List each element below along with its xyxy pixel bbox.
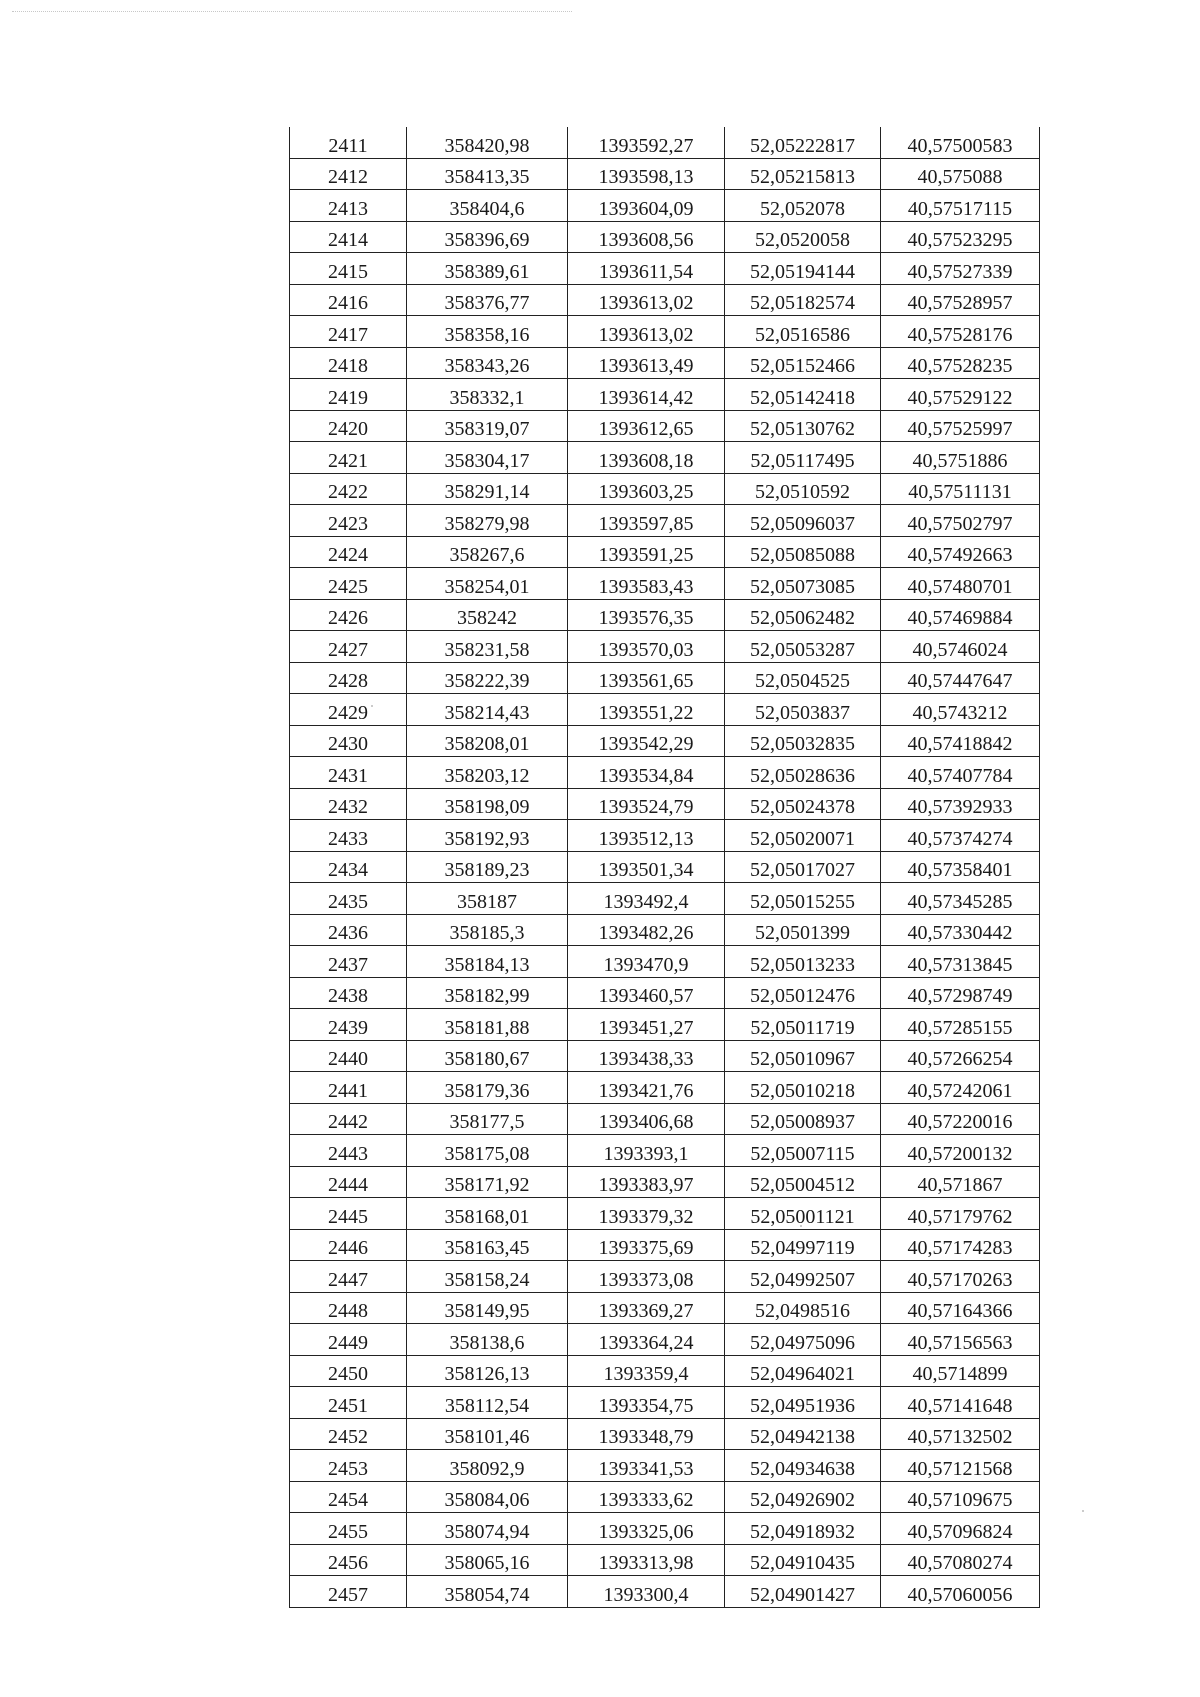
table-row [290,253,1040,285]
point-number-cell: 2450 [290,1355,407,1387]
table-row [290,1292,1040,1324]
table-row [290,694,1040,726]
table-row [290,1355,1040,1387]
longitude-cell: 40,57132502 [881,1418,1040,1450]
point-number-cell: 2427 [290,631,407,663]
x-coordinate-cell: 358208,01 [407,725,568,757]
longitude-cell: 40,57527339 [881,253,1040,285]
x-coordinate-cell: 358242 [407,599,568,631]
point-number-cell: 2447 [290,1261,407,1293]
y-coordinate-cell: 1393534,84 [568,757,725,789]
point-number-cell: 2444 [290,1166,407,1198]
point-number-cell: 2431 [290,757,407,789]
x-coordinate-cell: 358192,93 [407,820,568,852]
point-number-cell: 2438 [290,977,407,1009]
latitude-cell: 52,04918932 [725,1513,881,1545]
table-row [290,347,1040,379]
x-coordinate-cell: 358065,16 [407,1544,568,1576]
point-number-cell: 2432 [290,788,407,820]
latitude-cell: 52,05010967 [725,1040,881,1072]
point-number-cell: 2429 [290,694,407,726]
latitude-cell: 52,05004512 [725,1166,881,1198]
x-coordinate-cell: 358291,14 [407,473,568,505]
x-coordinate-cell: 358254,01 [407,568,568,600]
longitude-cell: 40,57525997 [881,410,1040,442]
point-number-cell: 2457 [290,1576,407,1608]
table-row [290,1261,1040,1293]
point-number-cell: 2411 [290,127,407,158]
latitude-cell: 52,05010218 [725,1072,881,1104]
x-coordinate-cell: 358182,99 [407,977,568,1009]
longitude-cell: 40,57528176 [881,316,1040,348]
y-coordinate-cell: 1393482,26 [568,914,725,946]
point-number-cell: 2426 [290,599,407,631]
table-row [290,1072,1040,1104]
y-coordinate-cell: 1393608,56 [568,221,725,253]
latitude-cell: 52,05028636 [725,757,881,789]
point-number-cell: 2423 [290,505,407,537]
y-coordinate-cell: 1393591,25 [568,536,725,568]
y-coordinate-cell: 1393492,4 [568,883,725,915]
latitude-cell: 52,04934638 [725,1450,881,1482]
point-number-cell: 2417 [290,316,407,348]
point-number-cell: 2439 [290,1009,407,1041]
table-row [290,379,1040,411]
latitude-cell: 52,05062482 [725,599,881,631]
x-coordinate-cell: 358149,95 [407,1292,568,1324]
table-row [290,599,1040,631]
point-number-cell: 2424 [290,536,407,568]
x-coordinate-cell: 358222,39 [407,662,568,694]
y-coordinate-cell: 1393542,29 [568,725,725,757]
y-coordinate-cell: 1393614,42 [568,379,725,411]
point-number-cell: 2415 [290,253,407,285]
table-row [290,190,1040,222]
longitude-cell: 40,57528957 [881,284,1040,316]
y-coordinate-cell: 1393570,03 [568,631,725,663]
longitude-cell: 40,57220016 [881,1103,1040,1135]
longitude-cell: 40,57469884 [881,599,1040,631]
y-coordinate-cell: 1393438,33 [568,1040,725,1072]
latitude-cell: 52,04926902 [725,1481,881,1513]
y-coordinate-cell: 1393613,02 [568,316,725,348]
latitude-cell: 52,05117495 [725,442,881,474]
point-number-cell: 2430 [290,725,407,757]
table-row [290,1166,1040,1198]
longitude-cell: 40,57502797 [881,505,1040,537]
point-number-cell: 2441 [290,1072,407,1104]
latitude-cell: 52,05182574 [725,284,881,316]
longitude-cell: 40,57418842 [881,725,1040,757]
table-row [290,1481,1040,1513]
longitude-cell: 40,57313845 [881,946,1040,978]
latitude-cell: 52,0503837 [725,694,881,726]
y-coordinate-cell: 1393354,75 [568,1387,725,1419]
longitude-cell: 40,5714899 [881,1355,1040,1387]
longitude-cell: 40,57358401 [881,851,1040,883]
longitude-cell: 40,57285155 [881,1009,1040,1041]
longitude-cell: 40,57392933 [881,788,1040,820]
latitude-cell: 52,05194144 [725,253,881,285]
latitude-cell: 52,0520058 [725,221,881,253]
table-row [290,788,1040,820]
y-coordinate-cell: 1393598,13 [568,158,725,190]
table-row [290,1576,1040,1608]
y-coordinate-cell: 1393379,32 [568,1198,725,1230]
latitude-cell: 52,05008937 [725,1103,881,1135]
x-coordinate-cell: 358084,06 [407,1481,568,1513]
longitude-cell: 40,57480701 [881,568,1040,600]
table-row [290,1418,1040,1450]
latitude-cell: 52,05012476 [725,977,881,1009]
latitude-cell: 52,05013233 [725,946,881,978]
y-coordinate-cell: 1393613,02 [568,284,725,316]
table-row [290,1450,1040,1482]
x-coordinate-cell: 358420,98 [407,127,568,158]
x-coordinate-cell: 358404,6 [407,190,568,222]
x-coordinate-cell: 358180,67 [407,1040,568,1072]
y-coordinate-cell: 1393604,09 [568,190,725,222]
table-row [290,1229,1040,1261]
coordinates-table-body [290,127,1040,1607]
point-number-cell: 2445 [290,1198,407,1230]
latitude-cell: 52,04910435 [725,1544,881,1576]
table-row [290,505,1040,537]
longitude-cell: 40,57096824 [881,1513,1040,1545]
point-number-cell: 2443 [290,1135,407,1167]
x-coordinate-cell: 358184,13 [407,946,568,978]
point-number-cell: 2456 [290,1544,407,1576]
table-row [290,631,1040,663]
point-number-cell: 2416 [290,284,407,316]
longitude-cell: 40,57374274 [881,820,1040,852]
longitude-cell: 40,5751886 [881,442,1040,474]
latitude-cell: 52,05015255 [725,883,881,915]
point-number-cell: 2420 [290,410,407,442]
longitude-cell: 40,57060056 [881,1576,1040,1608]
latitude-cell: 52,04951936 [725,1387,881,1419]
x-coordinate-cell: 358343,26 [407,347,568,379]
point-number-cell: 2434 [290,851,407,883]
table-row [290,536,1040,568]
longitude-cell: 40,57200132 [881,1135,1040,1167]
y-coordinate-cell: 1393597,85 [568,505,725,537]
latitude-cell: 52,0510592 [725,473,881,505]
longitude-cell: 40,57528235 [881,347,1040,379]
point-number-cell: 2418 [290,347,407,379]
table-row [290,946,1040,978]
x-coordinate-cell: 358304,17 [407,442,568,474]
longitude-cell: 40,57298749 [881,977,1040,1009]
x-coordinate-cell: 358267,6 [407,536,568,568]
longitude-cell: 40,57109675 [881,1481,1040,1513]
point-number-cell: 2425 [290,568,407,600]
x-coordinate-cell: 358189,23 [407,851,568,883]
longitude-cell: 40,57242061 [881,1072,1040,1104]
latitude-cell: 52,05007115 [725,1135,881,1167]
y-coordinate-cell: 1393583,43 [568,568,725,600]
latitude-cell: 52,05053287 [725,631,881,663]
point-number-cell: 2440 [290,1040,407,1072]
longitude-cell: 40,57511131 [881,473,1040,505]
y-coordinate-cell: 1393348,79 [568,1418,725,1450]
table-row [290,725,1040,757]
x-coordinate-cell: 358175,08 [407,1135,568,1167]
y-coordinate-cell: 1393373,08 [568,1261,725,1293]
y-coordinate-cell: 1393470,9 [568,946,725,978]
y-coordinate-cell: 1393608,18 [568,442,725,474]
x-coordinate-cell: 358179,36 [407,1072,568,1104]
y-coordinate-cell: 1393383,97 [568,1166,725,1198]
latitude-cell: 52,04975096 [725,1324,881,1356]
point-number-cell: 2451 [290,1387,407,1419]
latitude-cell: 52,05215813 [725,158,881,190]
scan-artifact-line [12,11,572,12]
longitude-cell: 40,57492663 [881,536,1040,568]
point-number-cell: 2437 [290,946,407,978]
latitude-cell: 52,05073085 [725,568,881,600]
y-coordinate-cell: 1393364,24 [568,1324,725,1356]
table-row [290,158,1040,190]
coordinates-table [289,127,1040,1608]
table-row [290,568,1040,600]
y-coordinate-cell: 1393375,69 [568,1229,725,1261]
longitude-cell: 40,57447647 [881,662,1040,694]
latitude-cell: 52,05085088 [725,536,881,568]
longitude-cell: 40,57174283 [881,1229,1040,1261]
point-number-cell: 2454 [290,1481,407,1513]
y-coordinate-cell: 1393325,06 [568,1513,725,1545]
latitude-cell: 52,04942138 [725,1418,881,1450]
y-coordinate-cell: 1393501,34 [568,851,725,883]
latitude-cell: 52,05130762 [725,410,881,442]
table-row [290,1103,1040,1135]
y-coordinate-cell: 1393551,22 [568,694,725,726]
point-number-cell: 2453 [290,1450,407,1482]
y-coordinate-cell: 1393592,27 [568,127,725,158]
longitude-cell: 40,57330442 [881,914,1040,946]
longitude-cell: 40,57170263 [881,1261,1040,1293]
longitude-cell: 40,57179762 [881,1198,1040,1230]
x-coordinate-cell: 358389,61 [407,253,568,285]
x-coordinate-cell: 358126,13 [407,1355,568,1387]
x-coordinate-cell: 358332,1 [407,379,568,411]
point-number-cell: 2436 [290,914,407,946]
point-number-cell: 2449 [290,1324,407,1356]
latitude-cell: 52,0501399 [725,914,881,946]
x-coordinate-cell: 358231,58 [407,631,568,663]
table-row [290,316,1040,348]
point-number-cell: 2419 [290,379,407,411]
x-coordinate-cell: 358185,3 [407,914,568,946]
latitude-cell: 52,0498516 [725,1292,881,1324]
latitude-cell: 52,05011719 [725,1009,881,1041]
x-coordinate-cell: 358074,94 [407,1513,568,1545]
table-row [290,284,1040,316]
latitude-cell: 52,05020071 [725,820,881,852]
point-number-cell: 2452 [290,1418,407,1450]
table-row [290,1198,1040,1230]
point-number-cell: 2413 [290,190,407,222]
table-row [290,410,1040,442]
longitude-cell: 40,57141648 [881,1387,1040,1419]
x-coordinate-cell: 358203,12 [407,757,568,789]
y-coordinate-cell: 1393611,54 [568,253,725,285]
longitude-cell: 40,5746024 [881,631,1040,663]
longitude-cell: 40,57266254 [881,1040,1040,1072]
y-coordinate-cell: 1393313,98 [568,1544,725,1576]
x-coordinate-cell: 358198,09 [407,788,568,820]
table-row [290,1544,1040,1576]
point-number-cell: 2448 [290,1292,407,1324]
table-row [290,1324,1040,1356]
x-coordinate-cell: 358376,77 [407,284,568,316]
y-coordinate-cell: 1393612,65 [568,410,725,442]
latitude-cell: 52,04997119 [725,1229,881,1261]
x-coordinate-cell: 358168,01 [407,1198,568,1230]
table-row [290,1387,1040,1419]
latitude-cell: 52,04901427 [725,1576,881,1608]
latitude-cell: 52,0516586 [725,316,881,348]
latitude-cell: 52,0504525 [725,662,881,694]
table-row [290,757,1040,789]
x-coordinate-cell: 358396,69 [407,221,568,253]
table-row [290,1009,1040,1041]
table-row [290,914,1040,946]
y-coordinate-cell: 1393393,1 [568,1135,725,1167]
y-coordinate-cell: 1393603,25 [568,473,725,505]
table-row [290,127,1040,158]
x-coordinate-cell: 358319,07 [407,410,568,442]
y-coordinate-cell: 1393406,68 [568,1103,725,1135]
x-coordinate-cell: 358358,16 [407,316,568,348]
point-number-cell: 2428 [290,662,407,694]
point-number-cell: 2435 [290,883,407,915]
latitude-cell: 52,05152466 [725,347,881,379]
table-row [290,977,1040,1009]
scan-speck [1082,1510,1084,1512]
longitude-cell: 40,57523295 [881,221,1040,253]
latitude-cell: 52,05222817 [725,127,881,158]
x-coordinate-cell: 358171,92 [407,1166,568,1198]
point-number-cell: 2446 [290,1229,407,1261]
latitude-cell: 52,04992507 [725,1261,881,1293]
x-coordinate-cell: 358181,88 [407,1009,568,1041]
y-coordinate-cell: 1393512,13 [568,820,725,852]
y-coordinate-cell: 1393460,57 [568,977,725,1009]
longitude-cell: 40,57500583 [881,127,1040,158]
x-coordinate-cell: 358101,46 [407,1418,568,1450]
y-coordinate-cell: 1393561,65 [568,662,725,694]
latitude-cell: 52,05017027 [725,851,881,883]
latitude-cell: 52,04964021 [725,1355,881,1387]
y-coordinate-cell: 1393369,27 [568,1292,725,1324]
point-number-cell: 2442 [290,1103,407,1135]
point-number-cell: 2421 [290,442,407,474]
y-coordinate-cell: 1393524,79 [568,788,725,820]
y-coordinate-cell: 1393576,35 [568,599,725,631]
longitude-cell: 40,571867 [881,1166,1040,1198]
y-coordinate-cell: 1393451,27 [568,1009,725,1041]
point-number-cell: 2414 [290,221,407,253]
longitude-cell: 40,57345285 [881,883,1040,915]
x-coordinate-cell: 358413,35 [407,158,568,190]
latitude-cell: 52,05096037 [725,505,881,537]
table-row [290,221,1040,253]
x-coordinate-cell: 358177,5 [407,1103,568,1135]
x-coordinate-cell: 358092,9 [407,1450,568,1482]
y-coordinate-cell: 1393421,76 [568,1072,725,1104]
table-row [290,442,1040,474]
longitude-cell: 40,57529122 [881,379,1040,411]
longitude-cell: 40,57080274 [881,1544,1040,1576]
table-row [290,1135,1040,1167]
table-row [290,883,1040,915]
point-number-cell: 2433 [290,820,407,852]
y-coordinate-cell: 1393613,49 [568,347,725,379]
longitude-cell: 40,57121568 [881,1450,1040,1482]
longitude-cell: 40,5743212 [881,694,1040,726]
longitude-cell: 40,57164366 [881,1292,1040,1324]
longitude-cell: 40,57517115 [881,190,1040,222]
x-coordinate-cell: 358138,6 [407,1324,568,1356]
y-coordinate-cell: 1393341,53 [568,1450,725,1482]
latitude-cell: 52,05032835 [725,725,881,757]
point-number-cell: 2455 [290,1513,407,1545]
longitude-cell: 40,575088 [881,158,1040,190]
x-coordinate-cell: 358112,54 [407,1387,568,1419]
latitude-cell: 52,05024378 [725,788,881,820]
x-coordinate-cell: 358187 [407,883,568,915]
longitude-cell: 40,57407784 [881,757,1040,789]
latitude-cell: 52,05001121 [725,1198,881,1230]
table-row [290,473,1040,505]
x-coordinate-cell: 358158,24 [407,1261,568,1293]
y-coordinate-cell: 1393359,4 [568,1355,725,1387]
latitude-cell: 52,05142418 [725,379,881,411]
latitude-cell: 52,052078 [725,190,881,222]
longitude-cell: 40,57156563 [881,1324,1040,1356]
y-coordinate-cell: 1393333,62 [568,1481,725,1513]
x-coordinate-cell: 358163,45 [407,1229,568,1261]
x-coordinate-cell: 358214,43 [407,694,568,726]
table-row [290,1040,1040,1072]
x-coordinate-cell: 358279,98 [407,505,568,537]
table-row [290,1513,1040,1545]
point-number-cell: 2412 [290,158,407,190]
table-row [290,820,1040,852]
table-row [290,662,1040,694]
x-coordinate-cell: 358054,74 [407,1576,568,1608]
point-number-cell: 2422 [290,473,407,505]
y-coordinate-cell: 1393300,4 [568,1576,725,1608]
table-row [290,851,1040,883]
